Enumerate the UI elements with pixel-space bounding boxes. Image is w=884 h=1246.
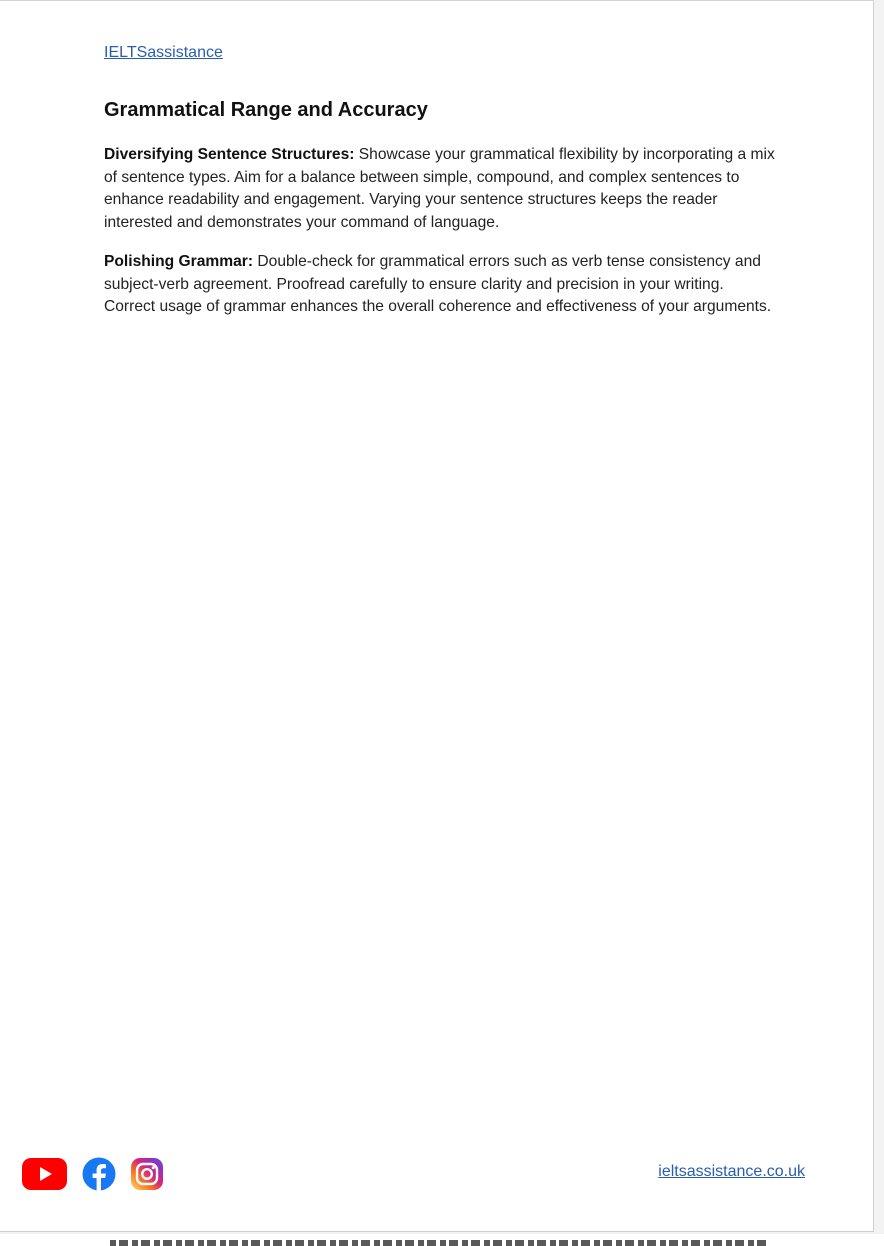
instagram-icon[interactable] <box>130 1157 164 1191</box>
section-title: Grammatical Range and Accuracy <box>104 99 428 121</box>
paragraph-lead: Diversifying Sentence Structures: <box>104 146 355 163</box>
paragraph-sentence-structures <box>104 144 776 234</box>
brand-link[interactable]: IELTSassistance <box>104 44 223 61</box>
next-page-preview <box>0 1234 884 1246</box>
paragraph-text: Double-check for grammatical errors such as verb tense consistency and subject-verb agreement. Proofread carefully to ensure clarity and precision in your writing. Correct usage of grammar enhances the overall coherence and effectiveness of your arguments. <box>104 253 772 315</box>
site-link[interactable]: ieltsassistance.co.uk <box>658 1163 805 1180</box>
paragraph-lead: Polishing Grammar: <box>104 253 254 270</box>
facebook-icon[interactable] <box>82 1157 116 1191</box>
next-page-text-clipped <box>110 1240 770 1246</box>
youtube-icon[interactable] <box>22 1157 67 1191</box>
paragraph-text: Showcase your grammatical flexibility by incorporating a mix of sentence types. Aim for a balance between simple, compound, and complex sentences to enhance readability and engagement. Varying your sentence structures keeps the reader interested and demonstrates your command of language. <box>104 146 775 231</box>
paragraph-polishing-grammar <box>104 251 776 319</box>
